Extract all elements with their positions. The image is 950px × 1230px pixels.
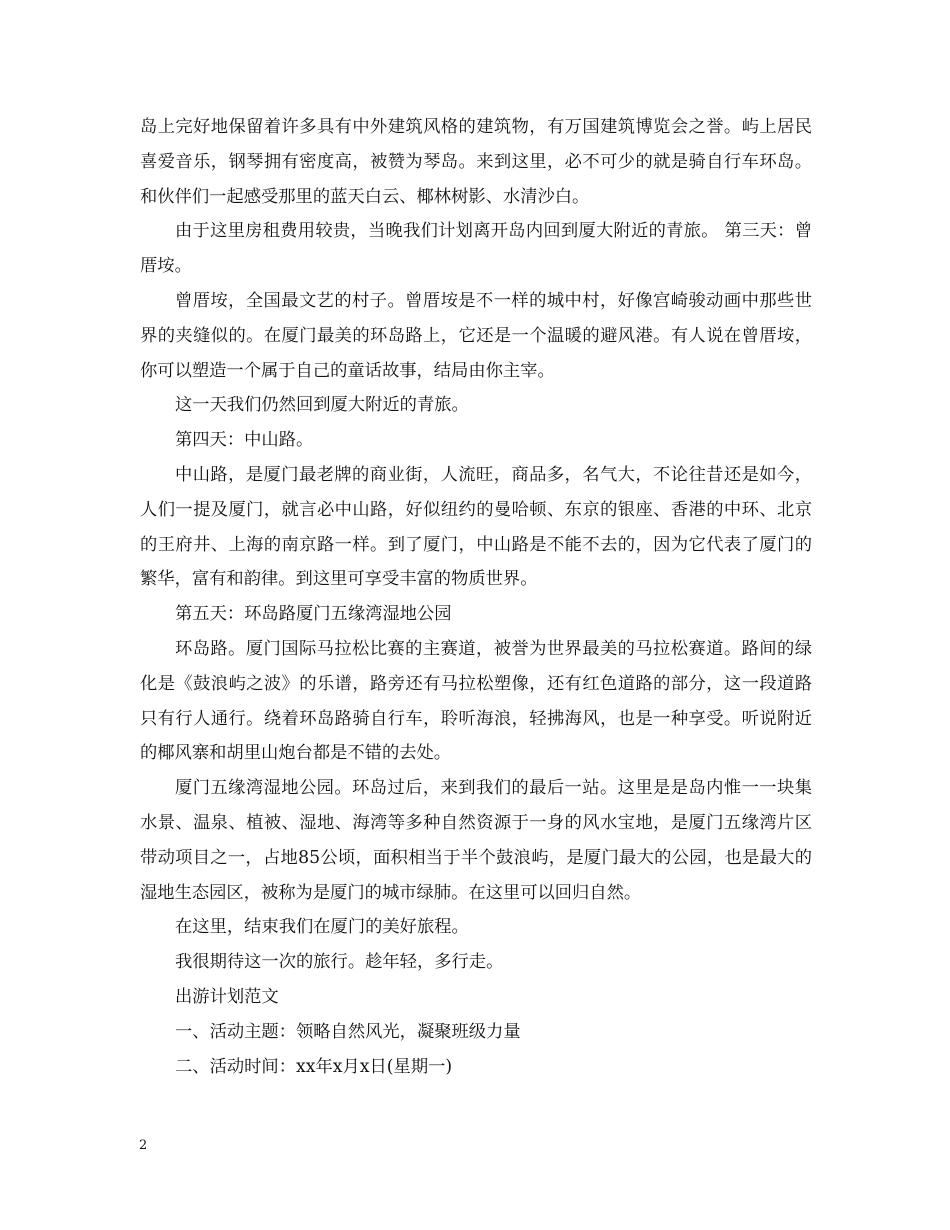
paragraph-day-four-heading: 第四天：中山路。 — [175, 430, 314, 451]
paragraph-return-hostel: 这一天我们仍然回到厦大附近的青旅。 — [175, 395, 469, 416]
paragraph-day-five-heading: 第五天：环岛路厦门五缘湾湿地公园 — [175, 604, 452, 625]
paragraph-activity-theme: 一、活动主题：领略自然风光，凝聚班级力量 — [175, 1021, 521, 1042]
document-body — [140, 110, 812, 1084]
paragraph-zengcuoan: 曾厝垵，全国最文艺的村子。曾厝垵是不一样的城中村，好像宫崎骏动画中那些世界的夹缝似的。在厦门最美的环岛路上，它还是一个温暖的避风港。有人说在曾厝垵，你可以塑造一个属于自己的童话故事，结局由你主宰。 — [140, 290, 812, 381]
paragraph-zhongshan-road: 中山路，是厦门最老牌的商业街，人流旺，商品多，名气大，不论往昔还是如今，人们一提及厦门，就言必中山路，好似纽约的曼哈顿、东京的银座、香港的中环、北京的王府井、上海的南京路一样。到了厦门，中山路是不能不去的，因为它代表了厦门的繁华，富有和韵律。到这里可享受丰富的物质世界。 — [140, 464, 812, 590]
paragraph-end-trip: 在这里，结束我们在厦门的美好旅程。 — [175, 917, 469, 938]
paragraph-gulangyu-description: 岛上完好地保留着许多具有中外建筑风格的建筑物，有万国建筑博览会之誉。屿上居民喜爱音乐，钢琴拥有密度高，被赞为琴岛。来到这里，必不可少的就是骑自行车环岛。和伙伴们一起感受那里的蓝天白云、椰林树影、水清沙白。 — [140, 117, 812, 207]
paragraph-sample-heading: 出游计划范文 — [175, 986, 279, 1007]
paragraph-activity-time: 二、活动时间：xx年x月x日(星期一) — [175, 1056, 453, 1077]
paragraph-looking-forward: 我很期待这一次的旅行。趁年轻，多行走。 — [175, 952, 504, 973]
paragraph-ring-island-road: 环岛路。厦门国际马拉松比赛的主赛道，被誉为世界最美的马拉松赛道。路间的绿化是《鼓浪屿之波》的乐谱，路旁还有马拉松塑像，还有红色道路的部分，这一段道路只有行人通行。绕着环岛路骑自行车，聆听海浪，轻拂海风，也是一种享受。听说附近的椰风寨和胡里山炮台都是不错的去处。 — [140, 638, 812, 764]
paragraph-hostel-day-three: 由于这里房租费用较贵，当晚我们计划离开岛内回到厦大附近的青旅。 第三天：曾厝垵。 — [140, 221, 812, 277]
paragraph-wuyuan-bay-park: 厦门五缘湾湿地公园。环岛过后，来到我们的最后一站。这里是是岛内惟一一块集水景、温泉、植被、湿地、海湾等多种自然资源于一身的风水宝地，是厦门五缘湾片区带动项目之一，占地85公顷，面积相当于半个鼓浪屿，是厦门最大的公园，也是最大的湿地生态园区，被称为是厦门的城市绿肺。在这里可以回归自然。 — [140, 778, 812, 903]
page-number: 2 — [139, 1138, 148, 1153]
